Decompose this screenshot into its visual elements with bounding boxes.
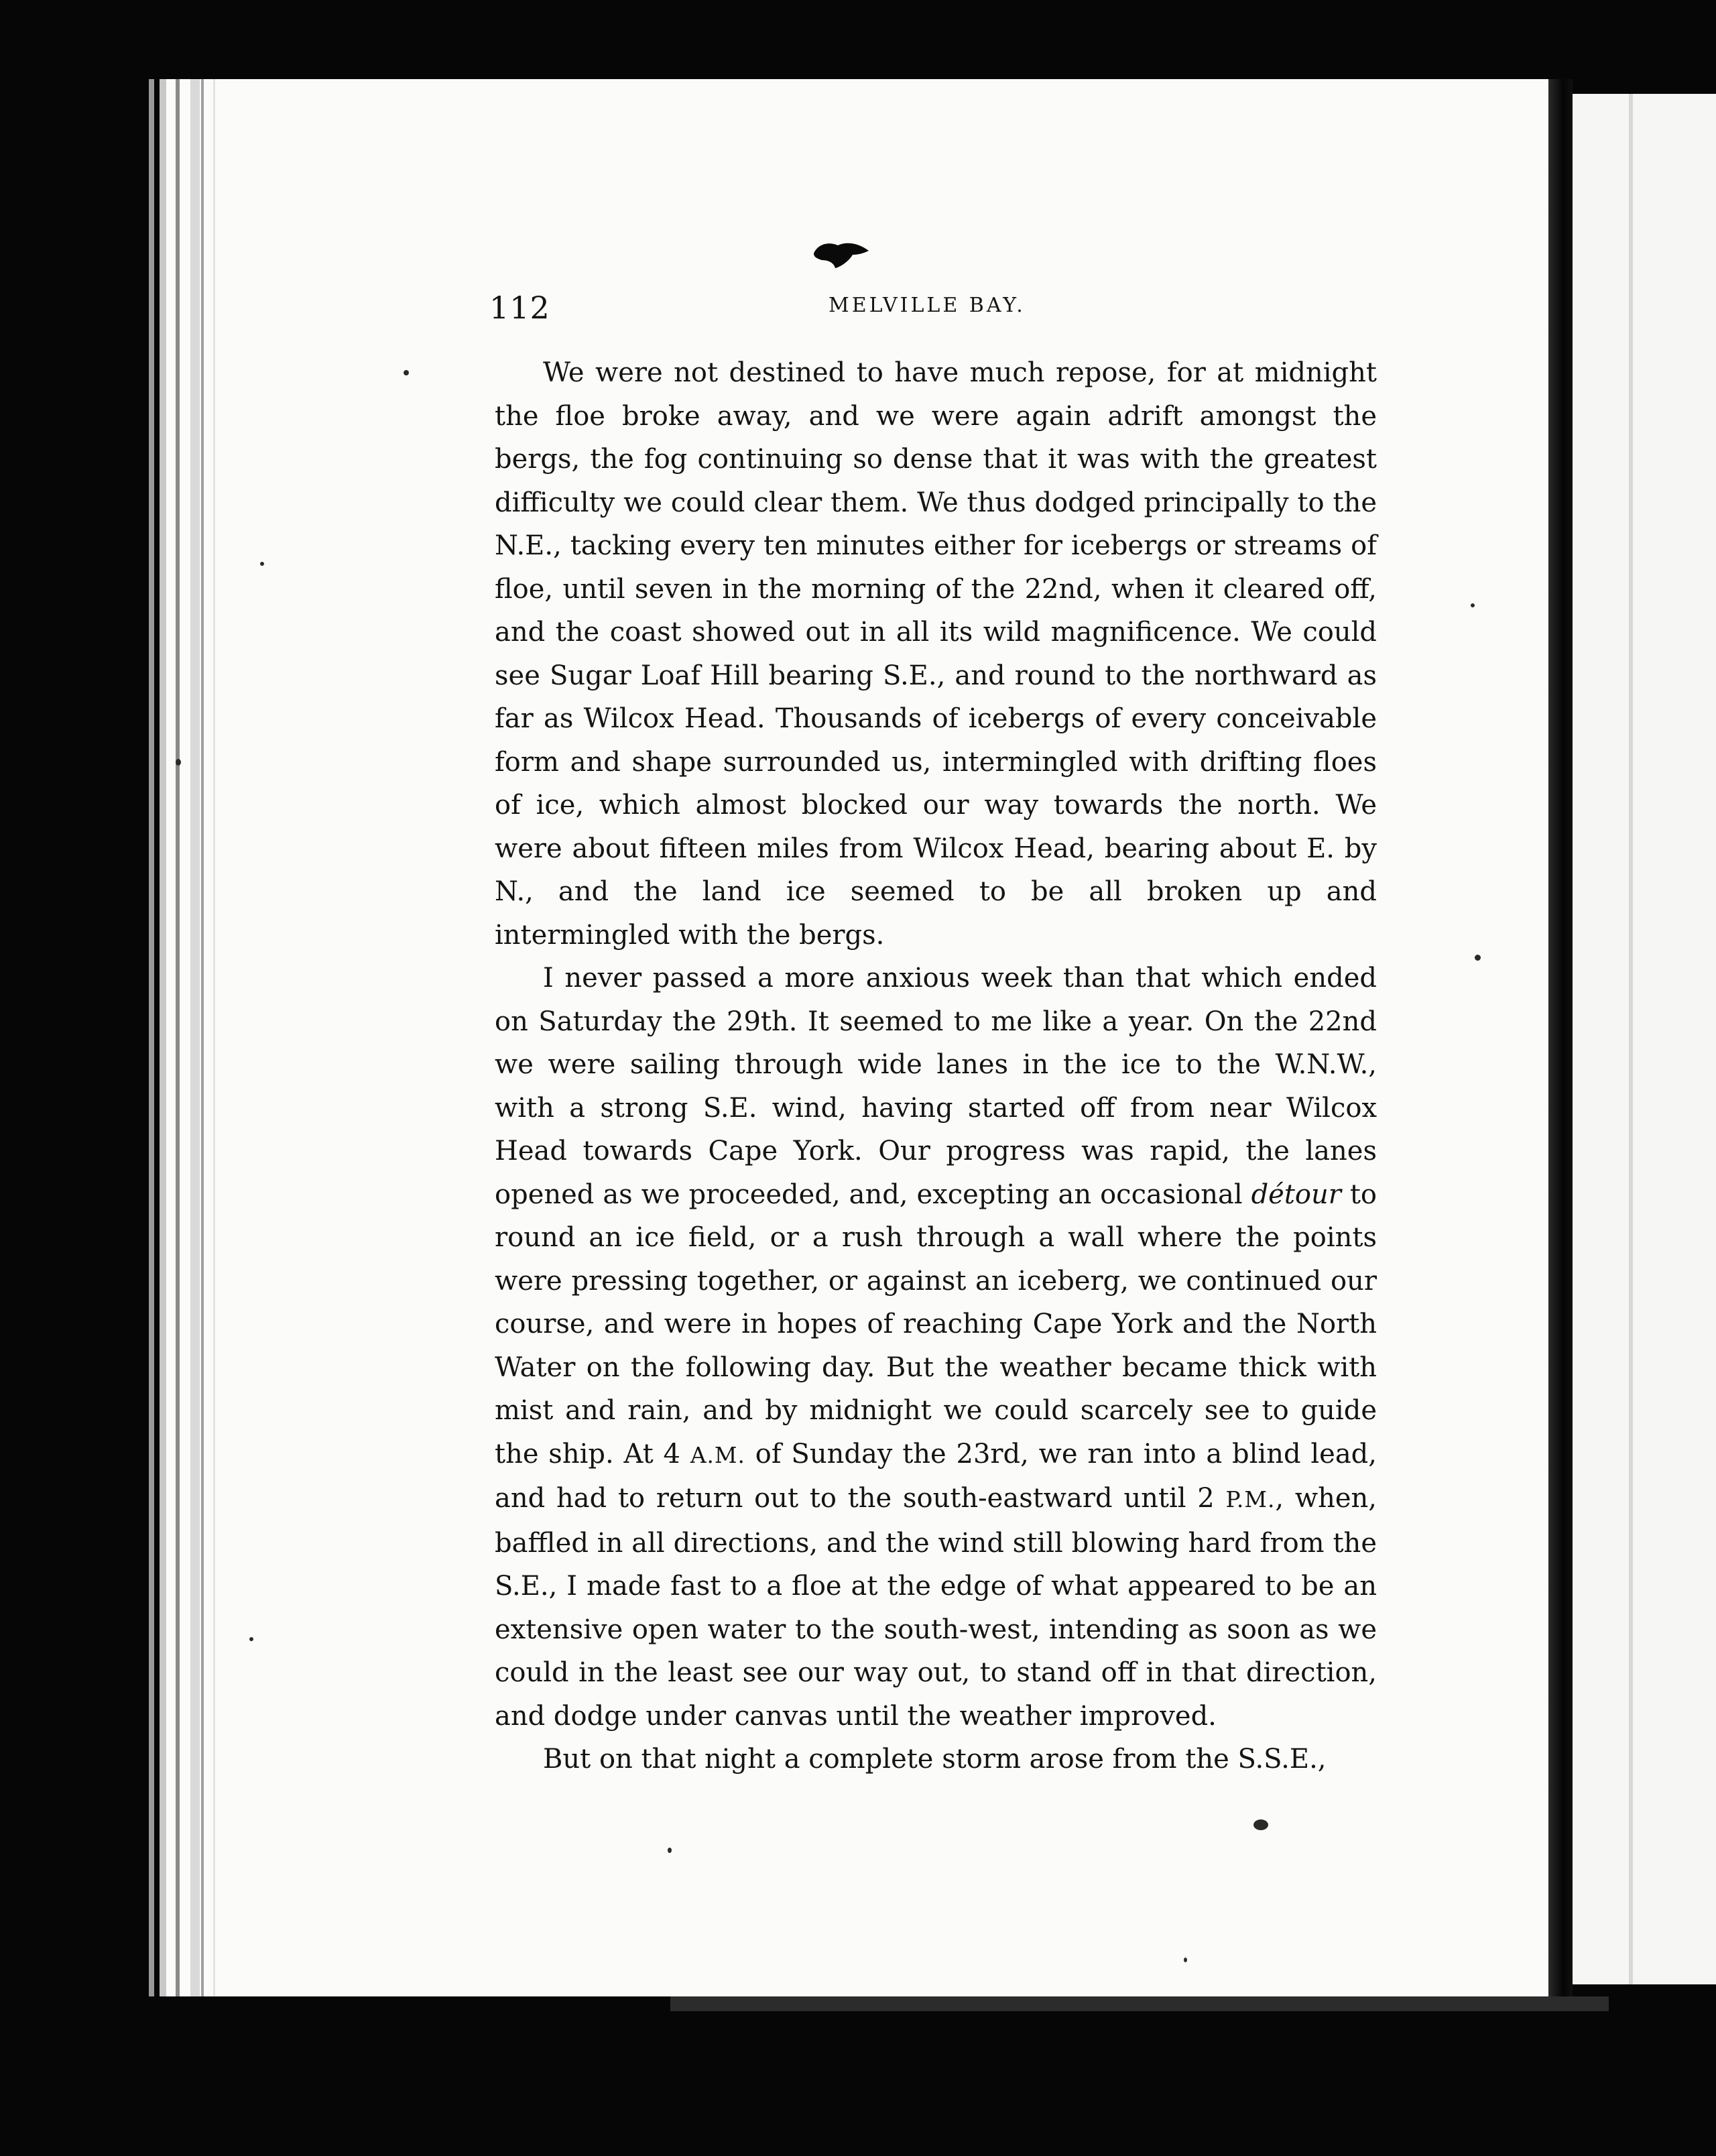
scan-speck xyxy=(1253,1819,1268,1830)
scan-speck xyxy=(1184,1958,1187,1962)
binding-stripe xyxy=(160,79,166,1996)
binding-stripe xyxy=(213,79,215,1996)
running-head xyxy=(489,290,1361,330)
scan-speck xyxy=(404,370,409,375)
italic-word: détour xyxy=(1251,1179,1341,1210)
time-abbreviation: P.M. xyxy=(1225,1487,1276,1512)
scan-speck xyxy=(1475,955,1481,961)
text-run: of Sunday the 23rd, we ran into a blind lead, and had to return out to the south-eastward until 2 xyxy=(495,1438,1377,1514)
next-page-fold xyxy=(1629,94,1633,1984)
page-header-title: MELVILLE BAY. xyxy=(829,294,1026,317)
body-text xyxy=(495,351,1377,1781)
text-run: to round an ice field, or a rush through a wall where the points were pressing together, or against an iceberg, we continued our course, and were in hopes of reaching Cape York and the North Water on the following day. But the weather became thick with mist and rain, and by midnight we could scarcely see to guide the ship. At 4 xyxy=(495,1179,1377,1470)
time-abbreviation: A.M. xyxy=(690,1442,745,1468)
text-run: , when, baffled in all directions, and the wind still blowing hard from the S.E., I made fast to a floe at the edge of what appeared to be an extensive open water to the south-west, intending as soon as we could in the least see our way out, to stand off in that direction, and dodge under canvas until the weather improved. xyxy=(495,1483,1377,1732)
text-run: I never passed a more anxious week than that which ended on Saturday the 29th. It seemed to me like a year. On the 22nd we were sailing through wide lanes in the ice to the W.N.W., with a strong S.E. wind, having started off from near Wilcox Head towards Cape York. Our progress was rapid, the lanes opened as we proceeded, and, excepting an occasional xyxy=(495,963,1377,1210)
scan-speck xyxy=(176,759,181,766)
ink-blot-mark xyxy=(811,240,871,270)
binding-stripe xyxy=(149,79,154,1996)
page-right-edge xyxy=(1548,79,1573,1996)
scan-speck xyxy=(260,562,264,566)
page-bottom-shadow xyxy=(670,1996,1609,2011)
paragraph xyxy=(495,957,1377,1738)
binding-stripe xyxy=(190,79,200,1996)
paragraph: We were not destined to have much repose, for at midnight the floe broke away, and we were again adrift amongst the bergs, the fog continuing so dense that it was with the greatest difficulty we could clear them. We thus dodged principally to the N.E., tacking every ten minutes either for icebergs or streams of floe, until seven in the morning of the 22nd, when it cleared off, and the coast showed out in all its wild magnificence. We could see Sugar Loaf Hill bearing S.E., and round to the northward as far as Wilcox Head. Thousands of icebergs of every conceivable form and shape surrounded us, intermingled with drifting floes of ice, which almost blocked our way towards the north. We were about fifteen miles from Wilcox Head, bearing about E. by N., and the land ice seemed to be all broken up and intermingled with the bergs. xyxy=(495,357,1377,951)
binding-stripe xyxy=(176,79,180,1996)
binding-stripe xyxy=(201,79,204,1996)
scan-speck xyxy=(668,1848,672,1853)
paragraph: But on that night a complete storm arose from the S.S.E., xyxy=(543,1744,1327,1775)
page-number: 112 xyxy=(489,290,550,326)
scan-speck xyxy=(1471,603,1475,607)
scan-speck xyxy=(249,1637,253,1641)
next-page-edge xyxy=(1573,94,1716,1984)
